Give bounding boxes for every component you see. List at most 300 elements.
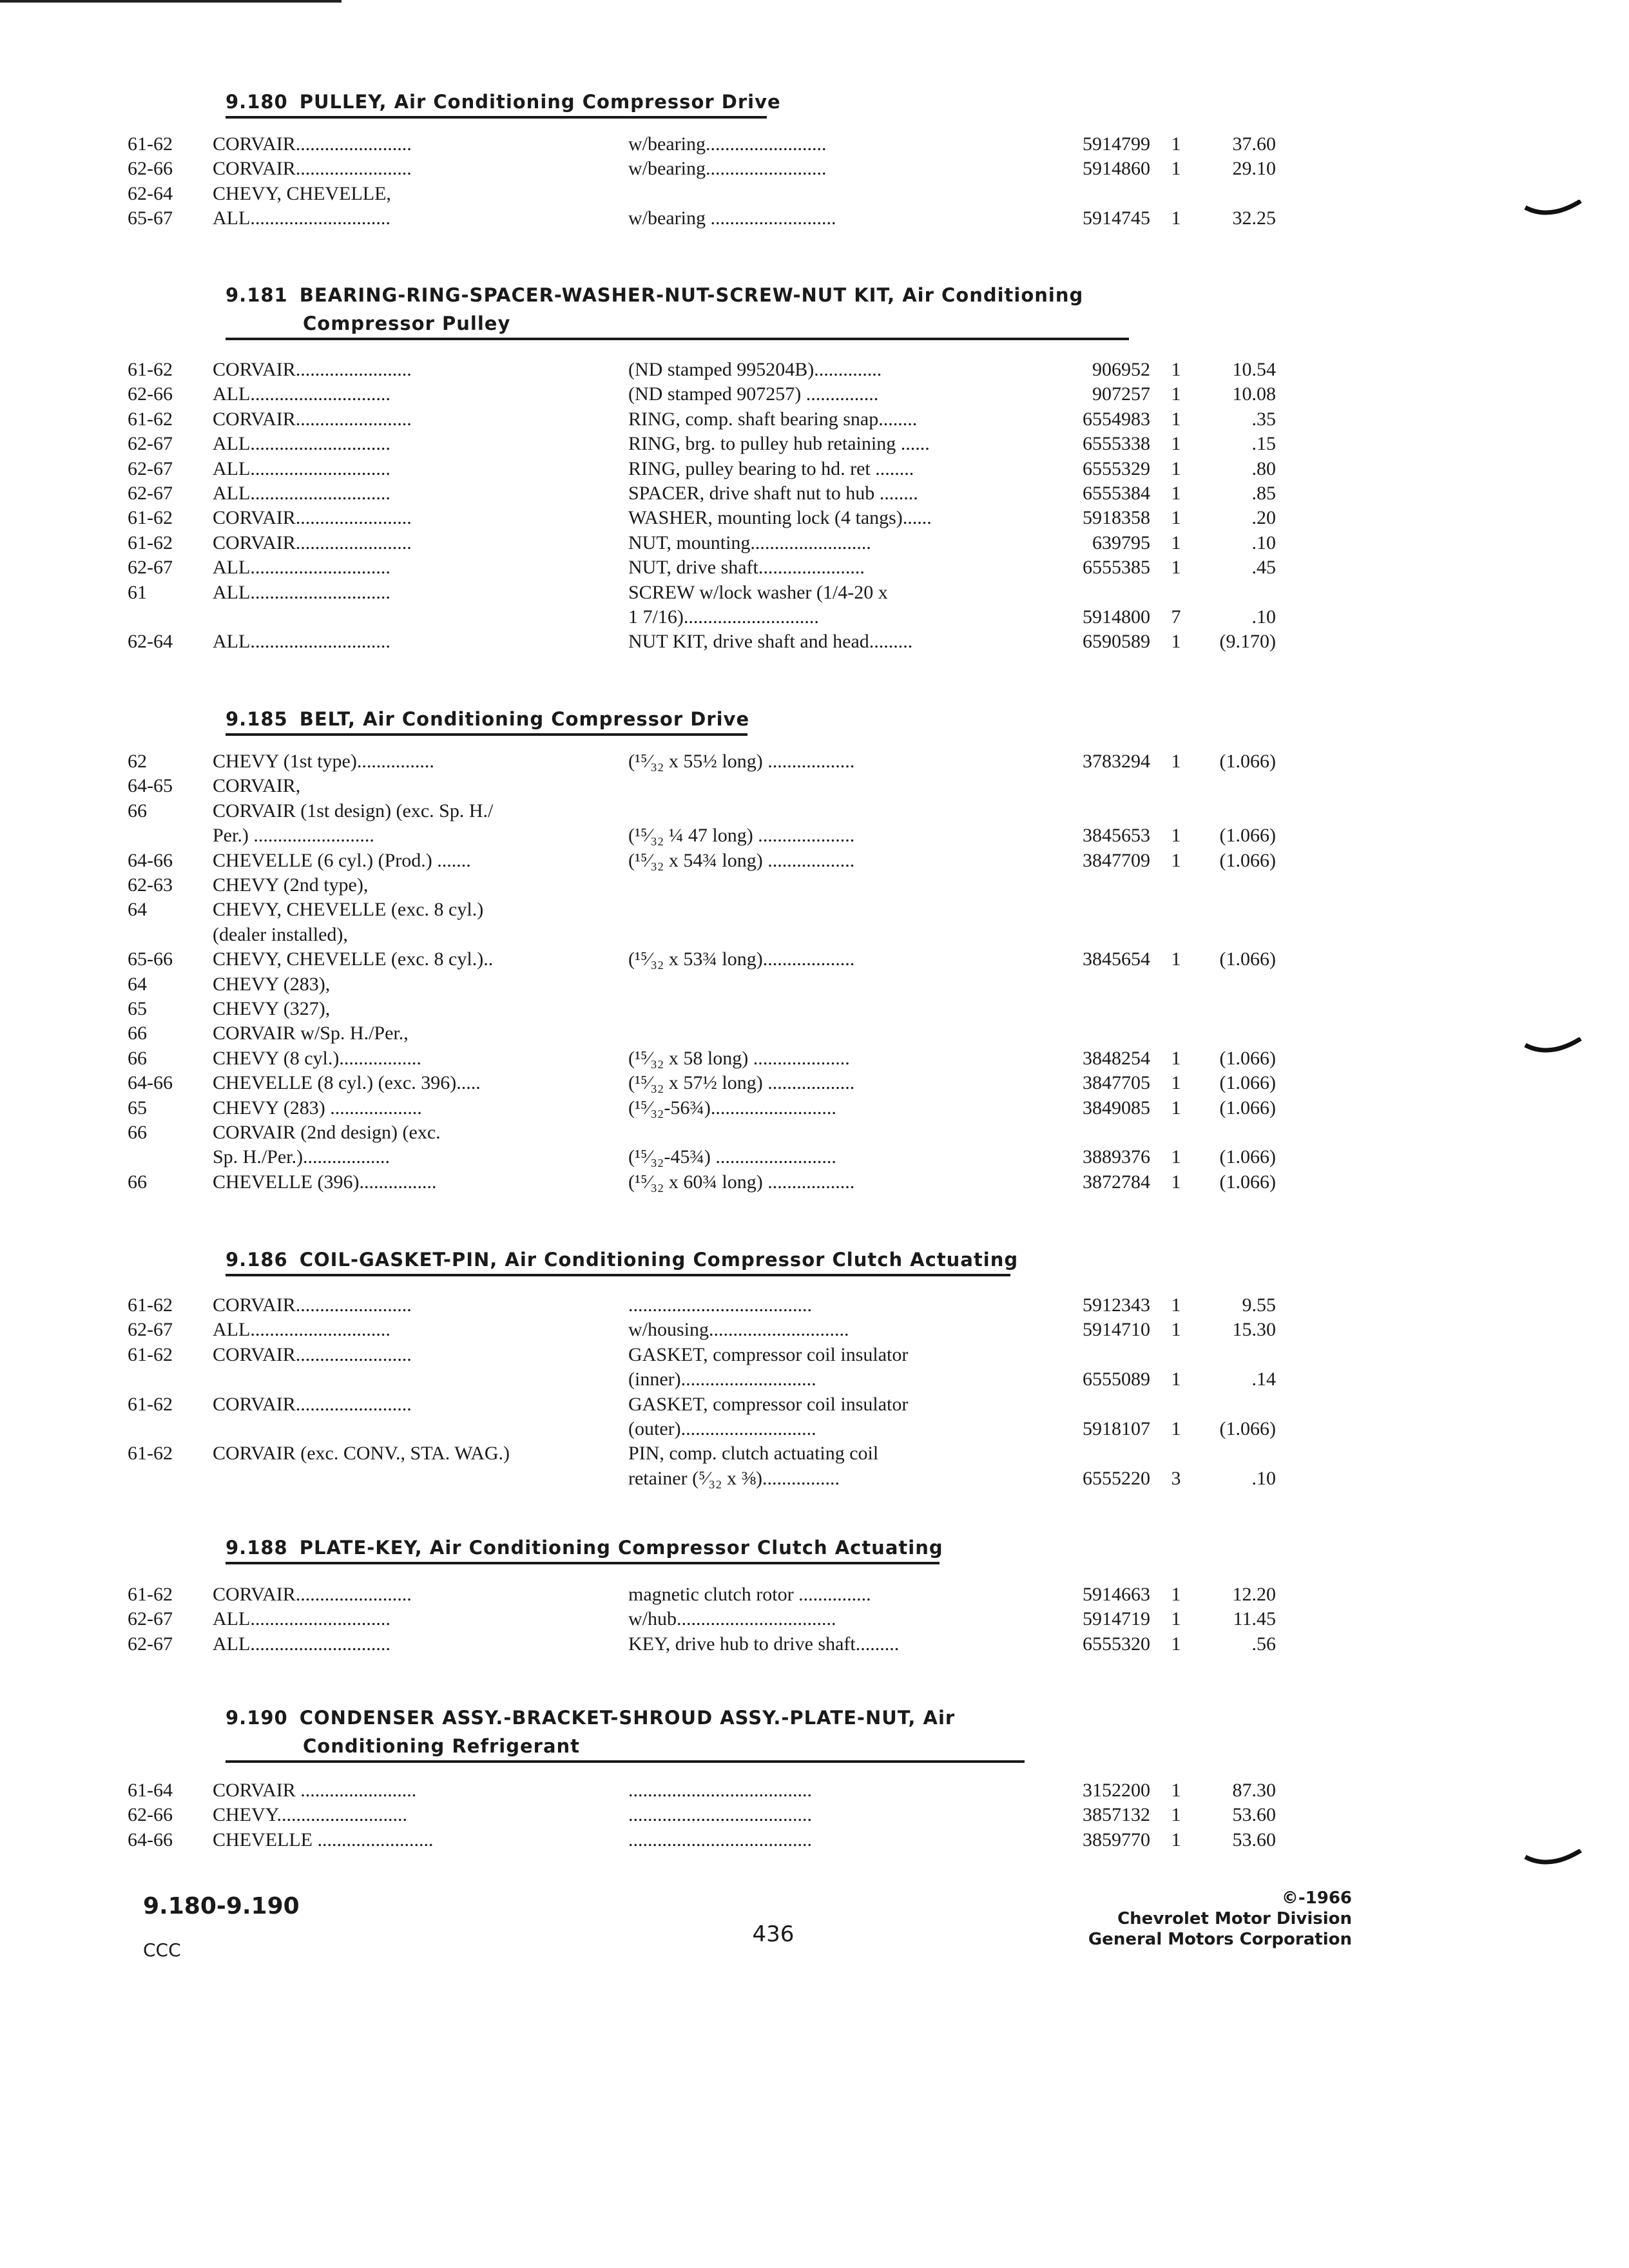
model-name: CHEVY (327), [213, 998, 331, 1019]
price: .80 [1251, 457, 1276, 479]
model-name: CHEVY (1st type)................ [213, 751, 434, 772]
table-row [0, 1778, 1629, 1803]
table-row [0, 1803, 1629, 1827]
price: 9.55 [1242, 1294, 1276, 1316]
table-row [0, 581, 1629, 605]
model-name: ALL............................. [213, 1608, 390, 1630]
model-name: CHEVELLE (396)................ [213, 1171, 437, 1193]
part-description: NUT, drive shaft...................... [628, 557, 865, 579]
table-row [0, 898, 1629, 922]
part-description: GASKET, compressor coil insulator [628, 1343, 909, 1365]
table-row [0, 1582, 1629, 1607]
part-number: 6555329 [1083, 457, 1150, 479]
part-number: 3848254 [1083, 1047, 1150, 1069]
model-year: 65-67 [128, 207, 173, 229]
part-description: (ND stamped 995204B).............. [628, 359, 882, 380]
model-name: CORVAIR........................ [213, 158, 412, 180]
quantity: 1 [1171, 383, 1181, 405]
part-number: 3783294 [1083, 751, 1150, 772]
part-number: 5914710 [1083, 1319, 1150, 1341]
model-year: 61-62 [128, 507, 173, 529]
table-row [0, 1170, 1629, 1195]
price: 53.60 [1232, 1829, 1276, 1850]
model-name: CHEVELLE (8 cyl.) (exc. 396)..... [213, 1072, 481, 1094]
part-description: WASHER, mounting lock (4 tangs)...... [628, 507, 932, 529]
table-row [0, 1441, 1629, 1466]
price: (1.066) [1219, 948, 1276, 970]
quantity: 1 [1171, 1369, 1181, 1390]
model-year: 62-67 [128, 1608, 173, 1630]
part-description: (¹⁵⁄₃₂ x 55½ long) .................. [628, 751, 855, 772]
part-description: (¹⁵⁄₃₂-56¾).......................... [628, 1097, 836, 1119]
model-name: ALL............................. [213, 207, 390, 229]
table-row [0, 555, 1629, 580]
part-description: (ND stamped 907257) ............... [628, 383, 879, 405]
model-year: 62-67 [128, 557, 173, 579]
table-row [0, 1096, 1629, 1120]
corporation: General Motors Corporation [1088, 1930, 1352, 1949]
price: (9.170) [1219, 631, 1276, 653]
section-title: COIL-GASKET-PIN, Air Conditioning Compressor Clutch Actuating [299, 1249, 1019, 1271]
model-name: CHEVY........................... [213, 1804, 407, 1826]
quantity: 1 [1171, 359, 1181, 380]
table-row [0, 1828, 1629, 1852]
part-number: 6590589 [1083, 631, 1150, 653]
section-title: BELT, Air Conditioning Compressor Drive [299, 708, 750, 730]
section-number: 9.181 [226, 284, 288, 306]
price: .10 [1251, 532, 1276, 553]
section-number: 9.185 [226, 708, 288, 730]
model-name: ALL............................. [213, 1633, 390, 1655]
part-description: retainer (⁵⁄₃₂ x ⅜)................ [628, 1467, 840, 1489]
price: .56 [1251, 1633, 1276, 1655]
table-row [0, 1607, 1629, 1631]
model-year: 62-67 [128, 1633, 173, 1655]
copyright: ©-1966 [1281, 1888, 1352, 1908]
quantity: 3 [1171, 1467, 1181, 1489]
model-name: CORVAIR........................ [213, 532, 412, 553]
part-description: ...................................... [628, 1804, 812, 1826]
quantity: 1 [1171, 1047, 1181, 1069]
table-row [0, 1021, 1629, 1046]
model-year: 66 [128, 1023, 147, 1044]
table-row [0, 1120, 1629, 1145]
section-title: PLATE-KEY, Air Conditioning Compressor Clutch Actuating [299, 1537, 943, 1559]
model-year: 62-67 [128, 1319, 173, 1341]
part-description: w/bearing......................... [628, 133, 827, 155]
section-underline [226, 338, 1129, 340]
table-row [0, 873, 1629, 898]
model-year: 65-66 [128, 948, 173, 970]
model-name: CORVAIR (exc. CONV., STA. WAG.) [213, 1443, 510, 1465]
quantity: 1 [1171, 158, 1181, 180]
quantity: 1 [1171, 849, 1181, 871]
model-name: CORVAIR........................ [213, 359, 412, 380]
table-row [0, 1632, 1629, 1657]
price: .10 [1251, 606, 1276, 628]
model-name: CHEVY, CHEVELLE (exc. 8 cyl.).. [213, 948, 494, 970]
model-name: CORVAIR........................ [213, 1584, 412, 1605]
table-row [0, 506, 1629, 530]
quantity: 1 [1171, 1633, 1181, 1655]
table-row [0, 923, 1629, 947]
quantity: 1 [1171, 1146, 1181, 1168]
quantity: 1 [1171, 825, 1181, 847]
quantity: 7 [1171, 606, 1181, 628]
model-year: 65 [128, 998, 147, 1019]
model-year: 61-62 [128, 1584, 173, 1605]
price: 10.08 [1232, 383, 1276, 405]
price: .14 [1251, 1369, 1276, 1390]
part-number: 6555220 [1083, 1467, 1150, 1489]
model-name: ALL............................. [213, 1319, 390, 1341]
part-description: SPACER, drive shaft nut to hub ........ [628, 483, 918, 504]
section-underline [226, 1562, 940, 1564]
part-description: NUT KIT, drive shaft and head......... [628, 631, 913, 653]
table-row [0, 382, 1629, 407]
part-number: 5918107 [1083, 1418, 1150, 1439]
section-heading [226, 1533, 943, 1562]
quantity: 1 [1171, 1780, 1181, 1801]
part-number: 3859770 [1083, 1829, 1150, 1850]
part-number: 6555384 [1083, 483, 1150, 504]
section-number: 9.180 [226, 91, 288, 113]
quantity: 1 [1171, 948, 1181, 970]
model-year: 62-67 [128, 433, 173, 455]
part-description: (¹⁵⁄₃₂ x 53¾ long)................... [628, 948, 855, 970]
price: 10.54 [1232, 359, 1276, 380]
part-description: PIN, comp. clutch actuating coil [628, 1443, 879, 1465]
part-description: w/housing............................. [628, 1319, 849, 1341]
table-row [0, 157, 1629, 181]
footer-publisher [1031, 1888, 1352, 1950]
model-name: Sp. H./Per.).................. [213, 1146, 390, 1168]
quantity: 1 [1171, 1072, 1181, 1094]
quantity: 1 [1171, 1804, 1181, 1826]
part-number: 6554983 [1083, 408, 1150, 430]
model-year: 61 [128, 581, 147, 603]
model-year: 62-66 [128, 1804, 173, 1826]
table-row [0, 1145, 1629, 1169]
section-number: 9.188 [226, 1537, 288, 1559]
part-description: SCREW w/lock washer (1/4-20 x [628, 581, 888, 603]
table-row [0, 947, 1629, 972]
part-number: 3847705 [1083, 1072, 1150, 1094]
section-underline [226, 1274, 1010, 1276]
table-row [0, 481, 1629, 506]
part-description: (¹⁵⁄₃₂-45¾) ......................... [628, 1146, 836, 1168]
part-number: 5914745 [1083, 207, 1150, 229]
model-name: (dealer installed), [213, 923, 348, 945]
table-row [0, 823, 1629, 848]
section-heading [226, 1245, 1018, 1274]
table-row [0, 432, 1629, 456]
part-description: magnetic clutch rotor ............... [628, 1584, 871, 1605]
part-description: w/bearing .......................... [628, 207, 836, 229]
price: .10 [1251, 1467, 1276, 1489]
table-row [0, 972, 1629, 997]
part-description: RING, comp. shaft bearing snap........ [628, 408, 918, 430]
table-row [0, 531, 1629, 555]
table-row [0, 1293, 1629, 1318]
table-row [0, 749, 1629, 774]
model-year: 61-62 [128, 532, 173, 553]
model-year: 65 [128, 1097, 147, 1119]
model-name: ALL............................. [213, 557, 390, 579]
part-number: 5914719 [1083, 1608, 1150, 1630]
part-number: 907257 [1092, 383, 1150, 405]
model-name: ALL............................. [213, 457, 390, 479]
price: .45 [1251, 557, 1276, 579]
quantity: 1 [1171, 457, 1181, 479]
footer-code: CCC [143, 1939, 181, 1961]
section-title: CONDENSER ASSY.-BRACKET-SHROUD ASSY.-PLATE-NUT, Air [299, 1707, 956, 1729]
model-name: ALL............................. [213, 581, 390, 603]
price: 29.10 [1232, 158, 1276, 180]
table-row [0, 1071, 1629, 1095]
price: (1.066) [1219, 751, 1276, 772]
model-name: ALL............................. [213, 383, 390, 405]
part-description: (¹⁵⁄₃₂ x 58 long) .................... [628, 1047, 850, 1069]
price: (1.066) [1219, 1047, 1276, 1069]
model-name: ALL............................. [213, 483, 390, 504]
table-row [0, 799, 1629, 823]
section-heading [226, 281, 1084, 334]
section-title: BEARING-RING-SPACER-WASHER-NUT-SCREW-NUT KIT, Air Conditioning [299, 284, 1084, 306]
quantity: 1 [1171, 1294, 1181, 1316]
model-name: CHEVY, CHEVELLE (exc. 8 cyl.) [213, 899, 484, 921]
part-description: ...................................... [628, 1294, 812, 1316]
part-description: ...................................... [628, 1780, 812, 1801]
model-year: 64 [128, 899, 147, 921]
model-name: ALL............................. [213, 433, 390, 455]
model-year: 61-62 [128, 1294, 173, 1316]
model-year: 62-64 [128, 182, 173, 204]
table-row [0, 358, 1629, 382]
model-year: 62-64 [128, 631, 173, 653]
part-number: 5914860 [1083, 158, 1150, 180]
table-row [0, 1318, 1629, 1342]
quantity: 1 [1171, 1171, 1181, 1193]
part-number: 639795 [1092, 532, 1150, 553]
model-year: 62 [128, 751, 147, 772]
section-title: PULLEY, Air Conditioning Compressor Drive [299, 91, 781, 113]
model-name: CORVAIR........................ [213, 1393, 412, 1415]
table-row [0, 407, 1629, 432]
price: 32.25 [1232, 207, 1276, 229]
model-name: CORVAIR ........................ [213, 1780, 417, 1801]
part-number: 5912343 [1083, 1294, 1150, 1316]
part-description: w/hub................................. [628, 1608, 836, 1630]
part-number: 3849085 [1083, 1097, 1150, 1119]
quantity: 1 [1171, 207, 1181, 229]
quantity: 1 [1171, 133, 1181, 155]
price: .85 [1251, 483, 1276, 504]
part-description: (outer)............................ [628, 1418, 816, 1439]
table-row [0, 1367, 1629, 1392]
section-underline [226, 733, 747, 736]
part-number: 6555320 [1083, 1633, 1150, 1655]
part-number: 5914663 [1083, 1584, 1150, 1605]
table-row [0, 774, 1629, 798]
price: (1.066) [1219, 849, 1276, 871]
model-name: CHEVELLE ........................ [213, 1829, 434, 1850]
part-number: 3872784 [1083, 1171, 1150, 1193]
model-year: 62-67 [128, 483, 173, 504]
part-number: 3889376 [1083, 1146, 1150, 1168]
model-name: CHEVY (283), [213, 973, 331, 995]
part-number: 3845654 [1083, 948, 1150, 970]
table-row [0, 849, 1629, 873]
check-mark-icon [1524, 200, 1582, 219]
model-name: CORVAIR........................ [213, 133, 412, 155]
model-name: ALL............................. [213, 631, 390, 653]
model-name: CORVAIR........................ [213, 408, 412, 430]
model-year: 64 [128, 973, 147, 995]
price: 11.45 [1233, 1608, 1276, 1630]
price: (1.066) [1219, 1072, 1276, 1094]
part-description: (¹⁵⁄₃₂ x 60¾ long) .................. [628, 1171, 855, 1193]
model-year: 61-62 [128, 1343, 173, 1365]
part-description: (inner)............................ [628, 1369, 816, 1390]
model-name: CHEVY (2nd type), [213, 874, 369, 896]
model-year: 64-66 [128, 1072, 173, 1094]
table-row [0, 997, 1629, 1021]
section-title-continued: Conditioning Refrigerant [303, 1735, 581, 1757]
part-description: RING, pulley bearing to hd. ret ........ [628, 457, 914, 479]
part-number: 3845653 [1083, 825, 1150, 847]
model-name: CHEVELLE (6 cyl.) (Prod.) ....... [213, 849, 471, 871]
price: .20 [1251, 507, 1276, 529]
model-year: 61-64 [128, 1780, 173, 1801]
price: (1.066) [1219, 1171, 1276, 1193]
part-description: (¹⁵⁄₃₂ ¼ 47 long) .................... [628, 825, 855, 847]
model-year: 61-62 [128, 1443, 173, 1465]
table-row [0, 1343, 1629, 1367]
part-description: (¹⁵⁄₃₂ x 54¾ long) .................. [628, 849, 855, 871]
part-number: 906952 [1092, 359, 1150, 380]
model-name: CORVAIR........................ [213, 507, 412, 529]
model-year: 66 [128, 800, 147, 822]
table-row [0, 206, 1629, 231]
quantity: 1 [1171, 631, 1181, 653]
price: 37.60 [1232, 133, 1276, 155]
part-number: 6555089 [1083, 1369, 1150, 1390]
model-name: CORVAIR........................ [213, 1294, 412, 1316]
part-number: 5914800 [1083, 606, 1150, 628]
quantity: 1 [1171, 1418, 1181, 1439]
table-row [0, 1392, 1629, 1417]
model-year: 61-62 [128, 359, 173, 380]
table-row [0, 1046, 1629, 1071]
model-name: CORVAIR w/Sp. H./Per., [213, 1023, 409, 1044]
model-name: CORVAIR (1st design) (exc. Sp. H./ [213, 800, 494, 822]
model-name: CORVAIR (2nd design) (exc. [213, 1122, 441, 1143]
part-number: 6555338 [1083, 433, 1150, 455]
quantity: 1 [1171, 1319, 1181, 1341]
part-number: 6555385 [1083, 557, 1150, 579]
section-number: 9.186 [226, 1249, 288, 1271]
model-name: CHEVY (283) ................... [213, 1097, 422, 1119]
price: 53.60 [1232, 1804, 1276, 1826]
model-year: 64-66 [128, 849, 173, 871]
part-description: (¹⁵⁄₃₂ x 57½ long) .................. [628, 1072, 855, 1094]
section-heading [226, 705, 749, 733]
model-year: 62-67 [128, 457, 173, 479]
table-row [0, 1466, 1629, 1491]
quantity: 1 [1171, 433, 1181, 455]
model-year: 66 [128, 1047, 147, 1069]
quantity: 1 [1171, 1829, 1181, 1850]
price: 12.20 [1232, 1584, 1276, 1605]
model-name: CORVAIR, [213, 775, 301, 797]
quantity: 1 [1171, 483, 1181, 504]
model-year: 61-62 [128, 1393, 173, 1415]
section-underline [226, 116, 767, 119]
model-year: 66 [128, 1122, 147, 1143]
quantity: 1 [1171, 751, 1181, 772]
page-number: 436 [752, 1921, 795, 1947]
table-row [0, 457, 1629, 481]
price: (1.066) [1219, 1146, 1276, 1168]
model-year: 66 [128, 1171, 147, 1193]
model-name: CHEVY, CHEVELLE, [213, 182, 391, 204]
model-year: 62-66 [128, 158, 173, 180]
section-number: 9.190 [226, 1707, 288, 1729]
part-number: 5918358 [1083, 507, 1150, 529]
part-description: KEY, drive hub to drive shaft......... [628, 1633, 900, 1655]
price: (1.066) [1219, 1097, 1276, 1119]
division: Chevrolet Motor Division [1117, 1909, 1352, 1928]
model-name: CHEVY (8 cyl.)................. [213, 1047, 421, 1069]
section-heading [226, 88, 781, 116]
part-description: NUT, mounting......................... [628, 532, 871, 553]
part-number: 5914799 [1083, 133, 1150, 155]
table-row [0, 182, 1629, 206]
model-year: 62-63 [128, 874, 173, 896]
model-year: 61-62 [128, 133, 173, 155]
part-description: 1 7/16)............................ [628, 606, 819, 628]
model-year: 62-66 [128, 383, 173, 405]
check-mark-icon [1524, 1849, 1582, 1869]
section-underline [226, 1760, 1025, 1763]
model-year: 61-62 [128, 408, 173, 430]
check-mark-icon [1524, 1037, 1582, 1057]
quantity: 1 [1171, 1584, 1181, 1605]
quantity: 1 [1171, 408, 1181, 430]
part-description: RING, brg. to pulley hub retaining ...... [628, 433, 930, 455]
model-name: Per.) ......................... [213, 825, 374, 847]
price: .15 [1251, 433, 1276, 455]
part-description: w/bearing......................... [628, 158, 827, 180]
quantity: 1 [1171, 532, 1181, 553]
footer-section-range: 9.180-9.190 [143, 1893, 300, 1919]
quantity: 1 [1171, 1608, 1181, 1630]
price: (1.066) [1219, 1418, 1276, 1439]
part-description: GASKET, compressor coil insulator [628, 1393, 909, 1415]
quantity: 1 [1171, 557, 1181, 579]
part-number: 3152200 [1083, 1780, 1150, 1801]
section-heading [226, 1704, 956, 1757]
table-row [0, 605, 1629, 629]
quantity: 1 [1171, 507, 1181, 529]
part-number: 3857132 [1083, 1804, 1150, 1826]
price: (1.066) [1219, 825, 1276, 847]
price: .35 [1251, 408, 1276, 430]
price: 87.30 [1232, 1780, 1276, 1801]
model-name: CORVAIR........................ [213, 1343, 412, 1365]
quantity: 1 [1171, 1097, 1181, 1119]
